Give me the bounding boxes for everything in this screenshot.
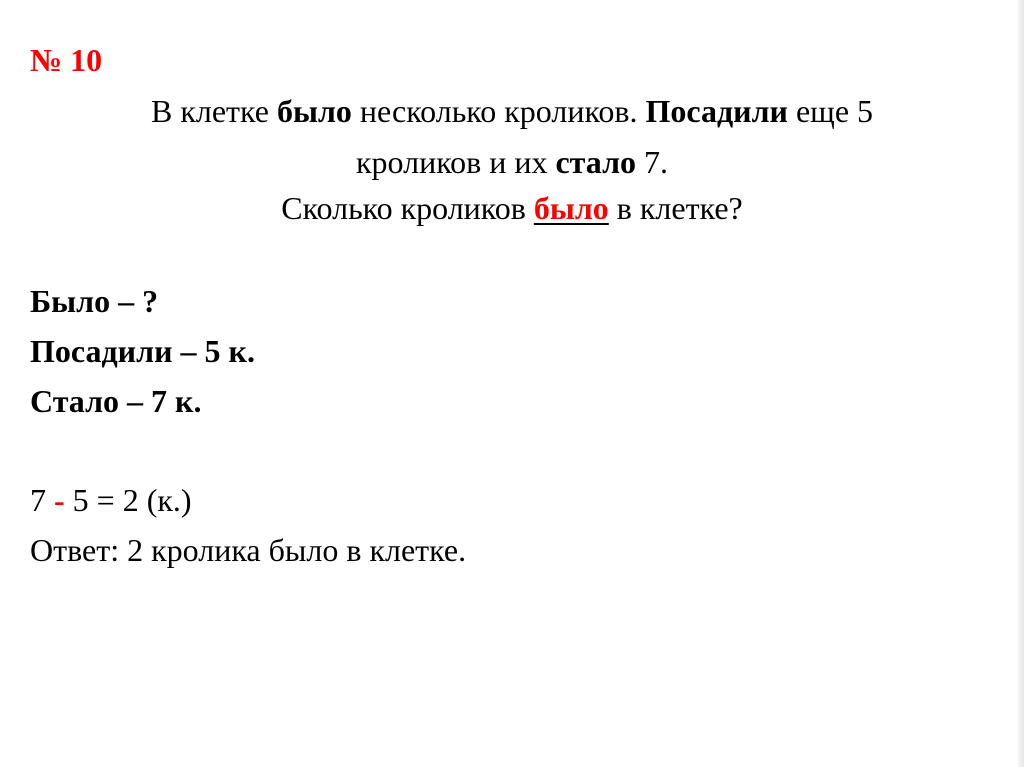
keyword-posadili: Посадили	[645, 93, 788, 129]
minus-sign: -	[54, 482, 65, 518]
condition-posadili: Посадили – 5 к.	[30, 333, 255, 369]
problem-number: № 10	[30, 42, 103, 78]
problem-text-line-2	[0, 144, 1024, 181]
problem-text: несколько кроликов.	[351, 93, 646, 129]
solution-operand: 7	[30, 482, 54, 518]
question-text: в клетке?	[608, 190, 743, 226]
solution-expression	[30, 482, 192, 519]
answer-text: Ответ: 2 кролика было в клетке.	[30, 532, 467, 568]
problem-text: В клетке	[150, 93, 277, 129]
highlighted-keyword-bylo: было	[533, 190, 609, 226]
solution-rest: 5 = 2 (к.)	[64, 482, 192, 518]
problem-text: 7.	[636, 144, 669, 180]
keyword-bylo: было	[276, 93, 352, 129]
keyword-stalo: стало	[555, 144, 637, 180]
condition-bylo: Было – ?	[30, 283, 159, 319]
condition-stalo: Стало – 7 к.	[30, 383, 202, 419]
problem-question	[0, 190, 1024, 227]
problem-text-line-1	[0, 93, 1024, 130]
problem-text: еще 5	[787, 93, 874, 129]
question-text: Сколько кроликов	[281, 190, 534, 226]
problem-text: кроликов и их	[355, 144, 556, 180]
